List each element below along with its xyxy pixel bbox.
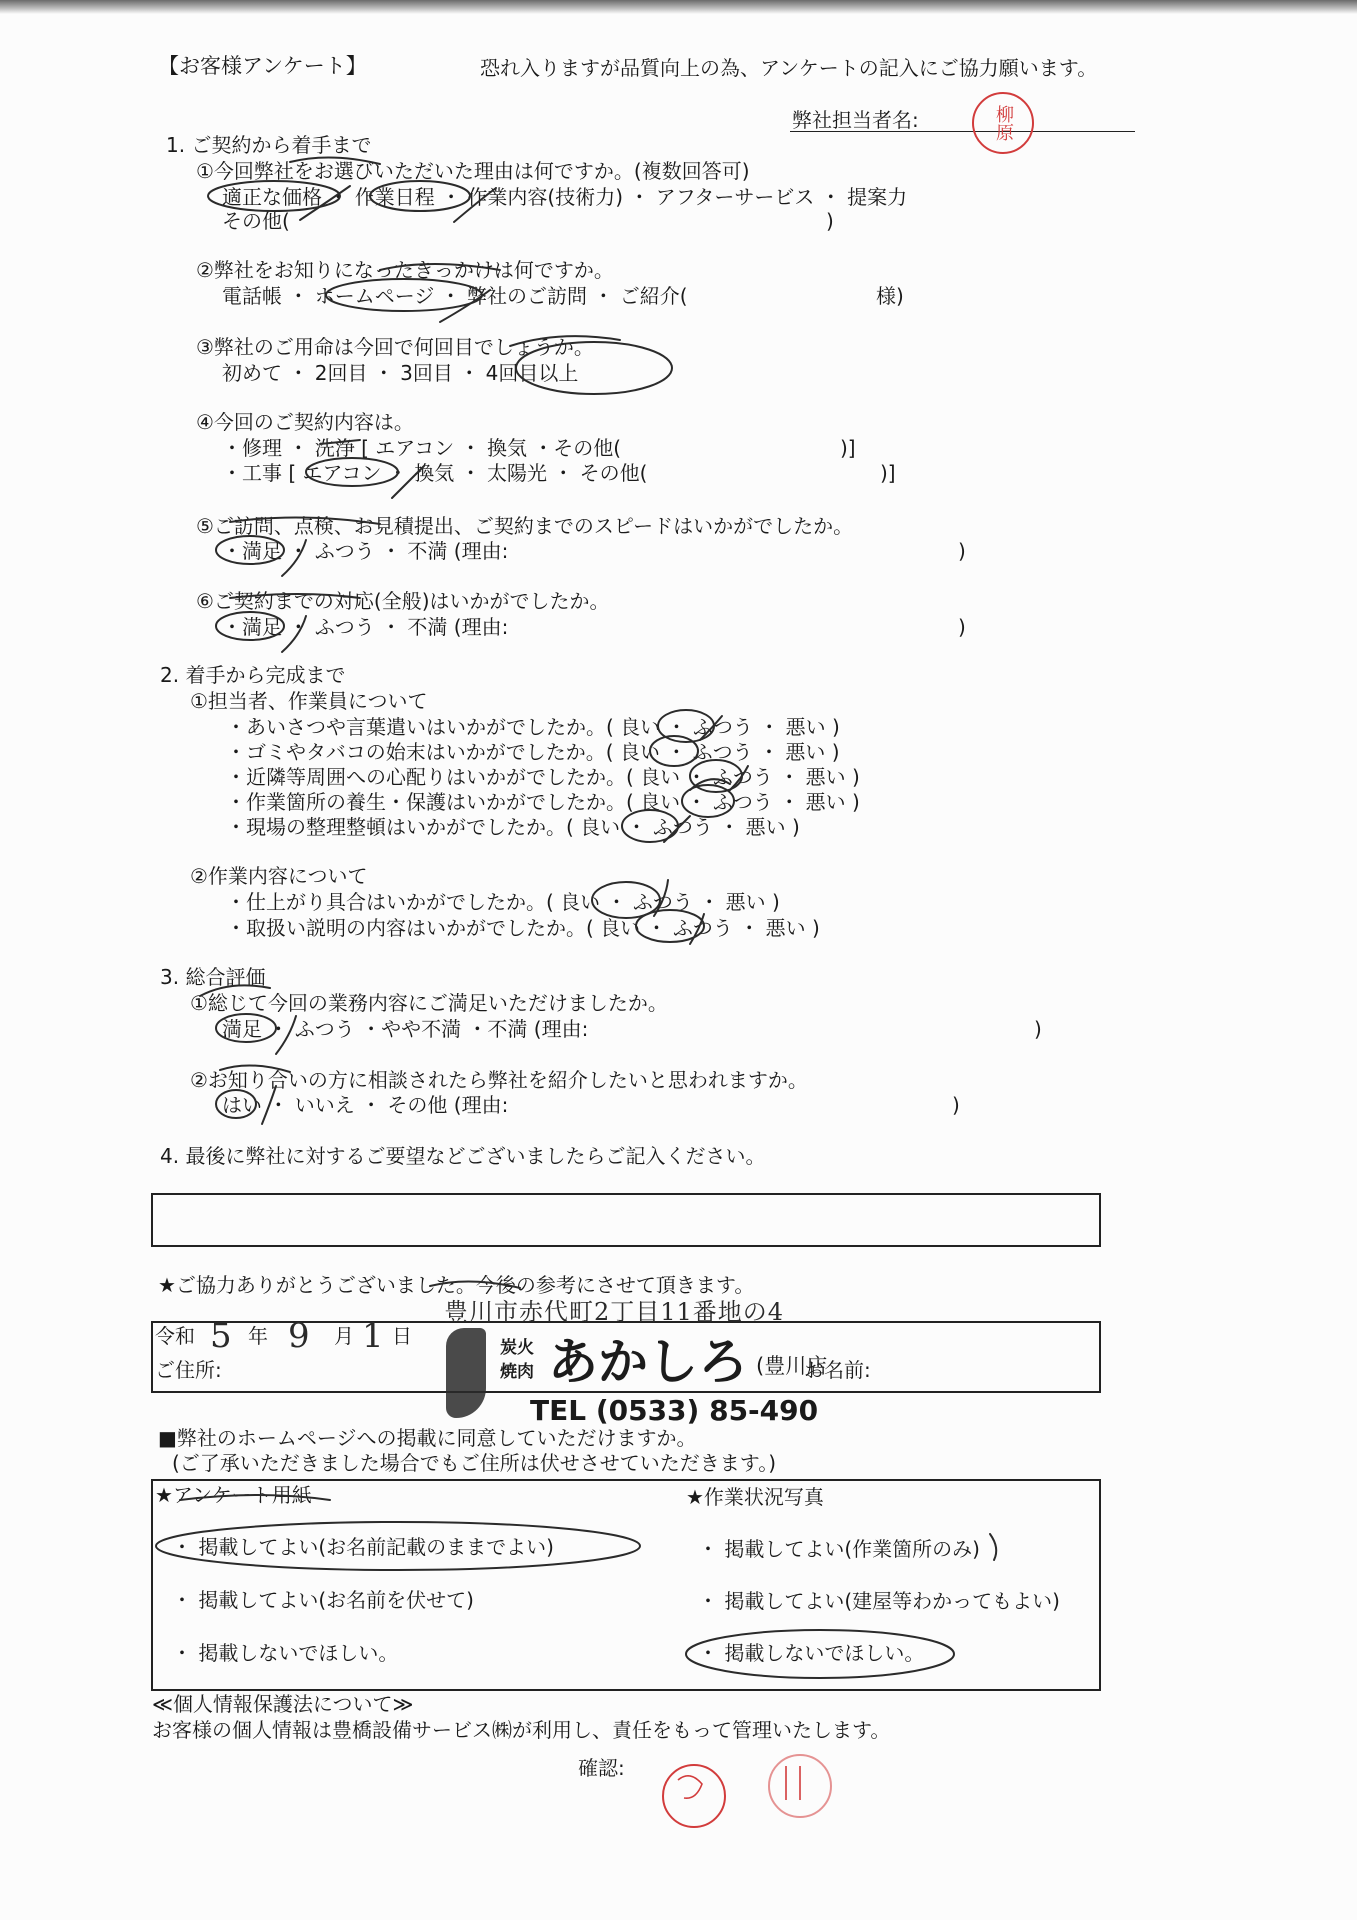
consent-col2-opt3[interactable]: ・ 掲載しないでほしい。 bbox=[698, 1641, 925, 1665]
q1-4-line1-close: )] bbox=[840, 436, 856, 460]
section-4-title: 4. 最後に弊社に対するご要望などございましたらご記入ください。 bbox=[160, 1144, 766, 1168]
consent-question: ■弊社のホームページへの掲載に同意していただけますか。 bbox=[158, 1426, 697, 1450]
section-1-title: 1. ご契約から着手まで bbox=[166, 133, 372, 157]
privacy-title: ≪個人情報保護法について≫ bbox=[152, 1692, 414, 1716]
q1-6-close: ) bbox=[958, 615, 966, 639]
shop-stamp-address: 豊川市赤代町2丁目11番地の4 bbox=[444, 1298, 785, 1326]
shop-stamp-tag2: 焼肉 bbox=[500, 1362, 534, 1382]
q1-1-options[interactable]: 適正な価格 ・ 作業日程 ・ 作業内容(技術力) ・ アフターサービス ・ 提案力 bbox=[222, 185, 908, 209]
q1-6-options[interactable]: ・満足 ・ ふつう ・ 不満 (理由: bbox=[222, 615, 509, 639]
s2-item-protection[interactable]: ・作業箇所の養生・保護はいかがでしたか。( 良い ・ ふつう ・ 悪い ) bbox=[226, 790, 860, 814]
address-label: ご住所: bbox=[155, 1358, 222, 1382]
day-label: 日 bbox=[392, 1324, 412, 1348]
s3-q2-options[interactable]: はい ・ いいえ ・ その他 (理由: bbox=[222, 1093, 509, 1117]
shop-stamp-tag1: 炭火 bbox=[500, 1338, 534, 1358]
thanks-message: ★ご協力ありがとうございました。今後の参考にさせて頂きます。 bbox=[158, 1273, 755, 1297]
s2-sub2: ②作業内容について bbox=[190, 864, 368, 888]
q1-4-question: ④今回のご契約内容は。 bbox=[196, 410, 414, 434]
staff-name-stamp: 柳原 bbox=[972, 92, 1034, 154]
q1-5-options[interactable]: ・満足 ・ ふつう ・ 不満 (理由: bbox=[222, 539, 509, 563]
q1-6-question: ⑥ご契約までの対応(全般)はいかがでしたか。 bbox=[196, 589, 610, 613]
era-label: 令和 bbox=[155, 1324, 195, 1348]
q1-1-other[interactable]: その他( bbox=[222, 209, 290, 233]
consent-col1-opt1[interactable]: ・ 掲載してよい(お名前記載のままでよい) bbox=[172, 1535, 554, 1559]
confirm-label: 確認: bbox=[578, 1756, 625, 1780]
month-label: 月 bbox=[334, 1324, 354, 1348]
survey-title: 【お客様アンケート】 bbox=[158, 54, 367, 78]
privacy-text: お客様の個人情報は豊橋設備サービス㈱が利用し、責任をもって管理いたします。 bbox=[152, 1718, 891, 1742]
consent-col1-opt2[interactable]: ・ 掲載してよい(お名前を伏せて) bbox=[172, 1588, 474, 1612]
shop-stamp-brush bbox=[446, 1328, 486, 1418]
month-value[interactable]: 9 bbox=[288, 1316, 310, 1356]
shop-stamp-tel: TEL (0533) 85-490 bbox=[530, 1394, 819, 1427]
section-3-title: 3. 総合評価 bbox=[160, 965, 266, 989]
s2-item-finish[interactable]: ・仕上がり具合はいかがでしたか。( 良い ・ ふつう ・ 悪い ) bbox=[226, 890, 780, 914]
s2-item-trash[interactable]: ・ゴミやタバコの始末はいかがでしたか。( 良い ・ ふつう ・ 悪い ) bbox=[226, 740, 840, 764]
q1-2-tail: 様) bbox=[876, 284, 904, 308]
q1-3-question: ③弊社のご用命は今回で何回目でしょうか。 bbox=[196, 335, 594, 359]
s3-q1: ①総じて今回の業務内容にご満足いただけましたか。 bbox=[190, 991, 668, 1015]
day-value[interactable]: 1 bbox=[362, 1316, 384, 1356]
s3-q1-options[interactable]: 満足 ・ ふつう ・やや不満 ・不満 (理由: bbox=[222, 1017, 589, 1041]
consent-col1-title: ★アンケート用紙 bbox=[155, 1483, 312, 1507]
q1-2-options[interactable]: 電話帳 ・ ホームページ ・ 弊社のご訪問 ・ ご紹介( bbox=[222, 284, 688, 308]
q1-5-close: ) bbox=[958, 539, 966, 563]
q1-4-line2-close: )] bbox=[880, 461, 896, 485]
shop-stamp-name: あかしろ bbox=[548, 1332, 748, 1391]
year-label: 年 bbox=[248, 1324, 268, 1348]
s2-item-neighbors[interactable]: ・近隣等周囲への心配りはいかがでしたか。( 良い ・ ふつう ・ 悪い ) bbox=[226, 765, 860, 789]
q1-3-options[interactable]: 初めて ・ 2回目 ・ 3回目 ・ 4回目以上 bbox=[222, 361, 579, 385]
name-label: お名前: bbox=[804, 1358, 871, 1382]
consent-col2-opt2[interactable]: ・ 掲載してよい(建屋等わかってもよい) bbox=[698, 1589, 1060, 1613]
q1-1-question: ①今回弊社をお選びいただいた理由は何ですか。(複数回答可) bbox=[196, 159, 750, 183]
staff-label: 弊社担当者名: bbox=[792, 108, 919, 132]
q1-4-line1[interactable]: ・修理 ・ 洗浄 [ エアコン ・ 換気 ・その他( bbox=[222, 436, 622, 460]
q1-2-question: ②弊社をお知りになったきっかけは何ですか。 bbox=[196, 258, 614, 282]
s3-q2: ②お知り合いの方に相談されたら弊社を紹介したいと思われますか。 bbox=[190, 1068, 808, 1092]
requests-box[interactable] bbox=[151, 1193, 1101, 1247]
s2-item-explanation[interactable]: ・取扱い説明の内容はいかがでしたか。( 良い ・ ふつう ・ 悪い ) bbox=[226, 916, 820, 940]
s3-q1-close: ) bbox=[1034, 1017, 1042, 1041]
staff-underline bbox=[790, 131, 1135, 132]
s3-q2-close: ) bbox=[952, 1093, 960, 1117]
s2-sub1: ①担当者、作業員について bbox=[190, 689, 428, 713]
confirm-stamp-1 bbox=[662, 1764, 726, 1828]
confirm-stamp-2 bbox=[768, 1754, 832, 1818]
scan-edge bbox=[0, 0, 1357, 14]
section-2-title: 2. 着手から完成まで bbox=[160, 663, 346, 687]
consent-note: (ご了承いただきました場合でもご住所は伏せさせていただきます。) bbox=[172, 1451, 777, 1475]
year-value[interactable]: 5 bbox=[210, 1316, 232, 1356]
q1-1-other-close: ) bbox=[826, 209, 834, 233]
s2-item-greeting[interactable]: ・あいさつや言葉遣いはいかがでしたか。( 良い ・ ふつう ・ 悪い ) bbox=[226, 715, 840, 739]
q1-5-question: ⑤ご訪問、点検、お見積提出、ご契約までのスピードはいかがでしたか。 bbox=[196, 514, 854, 538]
consent-col2-title: ★作業状況写真 bbox=[686, 1485, 824, 1509]
consent-col1-opt3[interactable]: ・ 掲載しないでほしい。 bbox=[172, 1641, 399, 1665]
s2-item-tidiness[interactable]: ・現場の整理整頓はいかがでしたか。( 良い ・ ふつう ・ 悪い ) bbox=[226, 815, 800, 839]
consent-col2-opt1[interactable]: ・ 掲載してよい(作業箇所のみ) bbox=[698, 1537, 980, 1561]
survey-intro: 恐れ入りますが品質向上の為、アンケートの記入にご協力願います。 bbox=[480, 56, 1098, 80]
shop-stamp-branch: (豊川店 bbox=[756, 1354, 828, 1378]
q1-4-line2[interactable]: ・工事 [ エアコン ・ 換気 ・ 太陽光 ・ その他( bbox=[222, 461, 648, 485]
